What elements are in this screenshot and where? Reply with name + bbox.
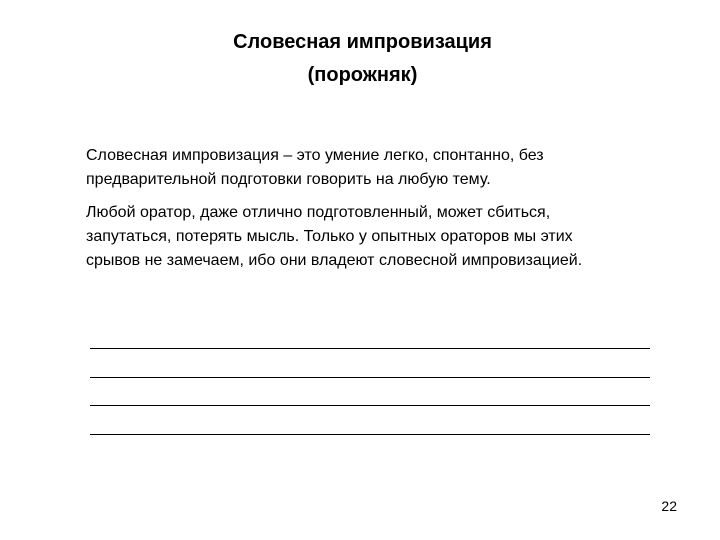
page-number: 22 (661, 498, 677, 514)
title-line-2: (порожняк) (307, 64, 418, 86)
answer-line (90, 434, 650, 435)
paragraph-line: запутаться, потерять мысль. Только у опытных ораторов мы этих (86, 228, 573, 245)
title-line-1: Словесная импровизация (233, 31, 492, 53)
paragraph-line: предварительной подготовки говорить на любую тему. (86, 171, 491, 188)
answer-line (90, 405, 650, 406)
answer-line (90, 377, 650, 378)
answer-line (90, 348, 650, 349)
body-text (86, 144, 686, 273)
paragraph-orator (86, 201, 686, 273)
paragraph-line: Словесная импровизация – это умение легко, спонтанно, без (86, 147, 544, 164)
paragraph-definition (86, 144, 686, 192)
slide-title (0, 26, 720, 92)
paragraph-line: Любой оратор, даже отлично подготовленный, может сбиться, (86, 204, 551, 221)
paragraph-line: срывов не замечаем, ибо они владеют словесной импровизацией. (86, 252, 583, 269)
